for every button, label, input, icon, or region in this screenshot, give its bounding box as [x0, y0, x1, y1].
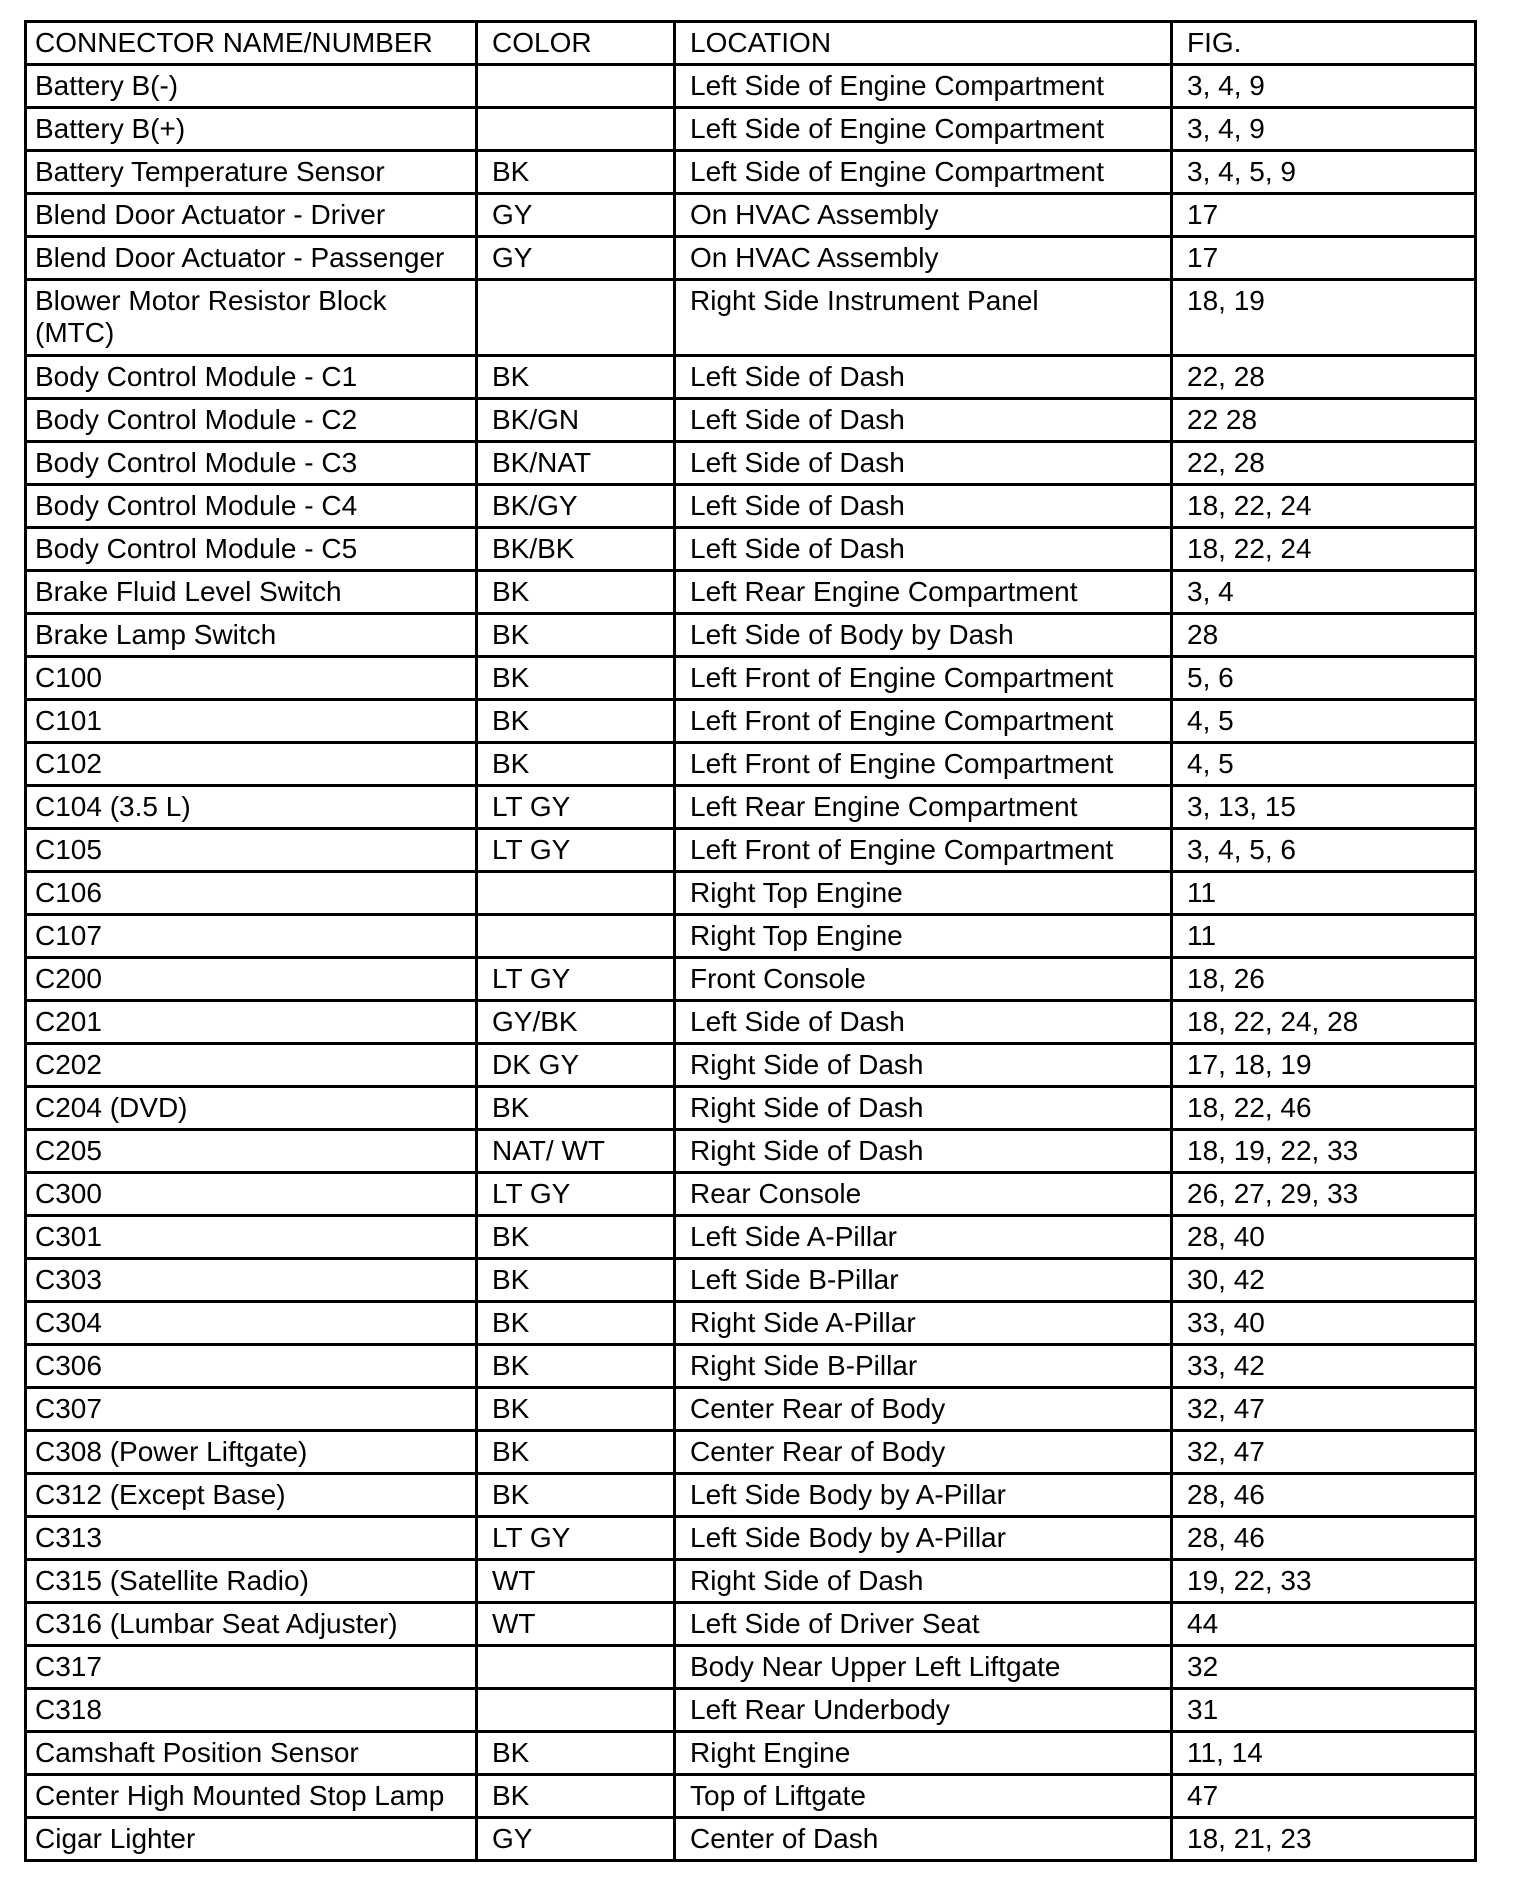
cell-fig: 18, 21, 23	[1172, 1818, 1476, 1861]
table-row	[26, 1603, 1476, 1646]
cell-connector: Body Control Module - C5	[26, 528, 477, 571]
cell-fig: 3, 4, 9	[1172, 108, 1476, 151]
cell-fig: 22 28	[1172, 399, 1476, 442]
cell-location: On HVAC Assembly	[675, 194, 1172, 237]
cell-connector: C105	[26, 829, 477, 872]
cell-fig: 18, 19	[1172, 280, 1476, 356]
cell-color: LT GY	[477, 786, 675, 829]
cell-location: Left Rear Engine Compartment	[675, 571, 1172, 614]
cell-color: GY	[477, 237, 675, 280]
cell-fig: 33, 40	[1172, 1302, 1476, 1345]
cell-fig: 18, 19, 22, 33	[1172, 1130, 1476, 1173]
cell-fig: 28, 40	[1172, 1216, 1476, 1259]
cell-color: BK	[477, 657, 675, 700]
cell-location: Left Side of Engine Compartment	[675, 151, 1172, 194]
cell-color: BK/GN	[477, 399, 675, 442]
cell-connector: Blend Door Actuator - Driver	[26, 194, 477, 237]
cell-connector: C300	[26, 1173, 477, 1216]
cell-location: Left Front of Engine Compartment	[675, 829, 1172, 872]
cell-color	[477, 280, 675, 356]
table-row	[26, 657, 1476, 700]
cell-location: Left Rear Engine Compartment	[675, 786, 1172, 829]
cell-connector: C306	[26, 1345, 477, 1388]
cell-color: GY/BK	[477, 1001, 675, 1044]
cell-color: BK	[477, 1345, 675, 1388]
cell-connector: Brake Fluid Level Switch	[26, 571, 477, 614]
cell-color	[477, 1689, 675, 1732]
cell-color: BK/NAT	[477, 442, 675, 485]
table-row	[26, 65, 1476, 108]
cell-location: Left Side of Body by Dash	[675, 614, 1172, 657]
cell-color: BK	[477, 1431, 675, 1474]
table-row	[26, 1302, 1476, 1345]
cell-location: Center Rear of Body	[675, 1388, 1172, 1431]
cell-color	[477, 872, 675, 915]
cell-connector: C102	[26, 743, 477, 786]
table-row	[26, 151, 1476, 194]
cell-fig: 11	[1172, 872, 1476, 915]
cell-connector: Blend Door Actuator - Passenger	[26, 237, 477, 280]
cell-location: Left Side of Engine Compartment	[675, 65, 1172, 108]
cell-connector: C107	[26, 915, 477, 958]
cell-color: LT GY	[477, 829, 675, 872]
cell-connector: C101	[26, 700, 477, 743]
table-row	[26, 356, 1476, 399]
table-row	[26, 958, 1476, 1001]
cell-color: WT	[477, 1560, 675, 1603]
cell-color: LT GY	[477, 1517, 675, 1560]
cell-connector: Battery B(+)	[26, 108, 477, 151]
table-row	[26, 1001, 1476, 1044]
table-row	[26, 1345, 1476, 1388]
cell-fig: 3, 13, 15	[1172, 786, 1476, 829]
cell-fig: 18, 22, 24	[1172, 528, 1476, 571]
cell-color: BK	[477, 700, 675, 743]
table-body	[26, 65, 1476, 1861]
cell-color	[477, 915, 675, 958]
cell-color: DK GY	[477, 1044, 675, 1087]
cell-color: BK/BK	[477, 528, 675, 571]
cell-location: Right Side B-Pillar	[675, 1345, 1172, 1388]
cell-location: Left Side of Driver Seat	[675, 1603, 1172, 1646]
cell-color: NAT/ WT	[477, 1130, 675, 1173]
cell-location: Center Rear of Body	[675, 1431, 1172, 1474]
table-row	[26, 743, 1476, 786]
cell-color: BK	[477, 614, 675, 657]
cell-fig: 4, 5	[1172, 700, 1476, 743]
cell-color: WT	[477, 1603, 675, 1646]
connector-table	[24, 20, 1477, 1862]
table-row	[26, 442, 1476, 485]
cell-color: BK	[477, 1388, 675, 1431]
cell-connector: Camshaft Position Sensor	[26, 1732, 477, 1775]
cell-connector: Body Control Module - C2	[26, 399, 477, 442]
cell-connector: Blower Motor Resistor Block (MTC)	[26, 280, 477, 356]
cell-connector: C312 (Except Base)	[26, 1474, 477, 1517]
cell-location: Left Side of Dash	[675, 399, 1172, 442]
table-row	[26, 1130, 1476, 1173]
cell-connector: Brake Lamp Switch	[26, 614, 477, 657]
cell-fig: 19, 22, 33	[1172, 1560, 1476, 1603]
cell-connector: C104 (3.5 L)	[26, 786, 477, 829]
cell-location: Right Engine	[675, 1732, 1172, 1775]
cell-color: BK	[477, 1775, 675, 1818]
cell-connector: Body Control Module - C3	[26, 442, 477, 485]
cell-connector: C301	[26, 1216, 477, 1259]
cell-location: Right Top Engine	[675, 872, 1172, 915]
cell-color: BK	[477, 1216, 675, 1259]
cell-connector: C201	[26, 1001, 477, 1044]
table-row	[26, 1732, 1476, 1775]
cell-location: Left Side B-Pillar	[675, 1259, 1172, 1302]
cell-location: Left Side of Dash	[675, 485, 1172, 528]
cell-color: BK	[477, 1474, 675, 1517]
cell-location: Center of Dash	[675, 1818, 1172, 1861]
cell-location: Left Side A-Pillar	[675, 1216, 1172, 1259]
cell-fig: 26, 27, 29, 33	[1172, 1173, 1476, 1216]
header-color: COLOR	[477, 22, 675, 65]
table-row	[26, 1646, 1476, 1689]
cell-connector: C317	[26, 1646, 477, 1689]
cell-connector: Center High Mounted Stop Lamp	[26, 1775, 477, 1818]
cell-location: Right Side Instrument Panel	[675, 280, 1172, 356]
cell-location: Right Side of Dash	[675, 1044, 1172, 1087]
cell-fig: 18, 22, 24	[1172, 485, 1476, 528]
cell-location: Left Side of Dash	[675, 1001, 1172, 1044]
cell-connector: C316 (Lumbar Seat Adjuster)	[26, 1603, 477, 1646]
cell-connector: C200	[26, 958, 477, 1001]
cell-connector: Body Control Module - C4	[26, 485, 477, 528]
cell-location: Left Side Body by A-Pillar	[675, 1517, 1172, 1560]
table-row	[26, 700, 1476, 743]
table-row	[26, 280, 1476, 356]
cell-connector: C202	[26, 1044, 477, 1087]
cell-fig: 18, 22, 46	[1172, 1087, 1476, 1130]
cell-location: On HVAC Assembly	[675, 237, 1172, 280]
table-row	[26, 829, 1476, 872]
cell-connector: C308 (Power Liftgate)	[26, 1431, 477, 1474]
cell-color: GY	[477, 1818, 675, 1861]
cell-color	[477, 108, 675, 151]
cell-color: BK	[477, 1087, 675, 1130]
cell-fig: 17, 18, 19	[1172, 1044, 1476, 1087]
cell-fig: 3, 4, 5, 9	[1172, 151, 1476, 194]
table-row	[26, 1818, 1476, 1861]
cell-color: BK	[477, 151, 675, 194]
cell-fig: 4, 5	[1172, 743, 1476, 786]
cell-location: Left Front of Engine Compartment	[675, 700, 1172, 743]
cell-fig: 3, 4	[1172, 571, 1476, 614]
table-row	[26, 1431, 1476, 1474]
table-row	[26, 1775, 1476, 1818]
cell-fig: 18, 22, 24, 28	[1172, 1001, 1476, 1044]
cell-color: BK	[477, 743, 675, 786]
cell-location: Left Side of Dash	[675, 528, 1172, 571]
table-row	[26, 571, 1476, 614]
cell-color: LT GY	[477, 1173, 675, 1216]
cell-location: Left Side of Dash	[675, 356, 1172, 399]
cell-connector: Body Control Module - C1	[26, 356, 477, 399]
cell-fig: 33, 42	[1172, 1345, 1476, 1388]
cell-fig: 32	[1172, 1646, 1476, 1689]
cell-fig: 18, 26	[1172, 958, 1476, 1001]
table-row	[26, 194, 1476, 237]
cell-fig: 5, 6	[1172, 657, 1476, 700]
cell-location: Left Rear Underbody	[675, 1689, 1172, 1732]
cell-location: Left Front of Engine Compartment	[675, 657, 1172, 700]
header-connector: CONNECTOR NAME/NUMBER	[26, 22, 477, 65]
cell-connector: Cigar Lighter	[26, 1818, 477, 1861]
cell-connector: C318	[26, 1689, 477, 1732]
cell-fig: 11, 14	[1172, 1732, 1476, 1775]
table-row	[26, 786, 1476, 829]
cell-fig: 3, 4, 5, 6	[1172, 829, 1476, 872]
table-row	[26, 1560, 1476, 1603]
cell-connector: C307	[26, 1388, 477, 1431]
cell-location: Left Side of Dash	[675, 442, 1172, 485]
cell-fig: 17	[1172, 237, 1476, 280]
table-row	[26, 399, 1476, 442]
cell-fig: 44	[1172, 1603, 1476, 1646]
cell-location: Right Side of Dash	[675, 1087, 1172, 1130]
cell-connector: C100	[26, 657, 477, 700]
table-row	[26, 1474, 1476, 1517]
cell-fig: 3, 4, 9	[1172, 65, 1476, 108]
cell-color	[477, 1646, 675, 1689]
table-row	[26, 1259, 1476, 1302]
cell-fig: 32, 47	[1172, 1431, 1476, 1474]
table-row	[26, 872, 1476, 915]
cell-color: BK	[477, 1259, 675, 1302]
cell-fig: 28	[1172, 614, 1476, 657]
cell-location: Left Side of Engine Compartment	[675, 108, 1172, 151]
cell-color: BK	[477, 356, 675, 399]
cell-fig: 47	[1172, 1775, 1476, 1818]
header-fig: FIG.	[1172, 22, 1476, 65]
cell-color: GY	[477, 194, 675, 237]
table-row	[26, 528, 1476, 571]
cell-location: Body Near Upper Left Liftgate	[675, 1646, 1172, 1689]
cell-location: Top of Liftgate	[675, 1775, 1172, 1818]
cell-color: BK/GY	[477, 485, 675, 528]
cell-fig: 22, 28	[1172, 442, 1476, 485]
cell-connector: Battery B(-)	[26, 65, 477, 108]
cell-fig: 30, 42	[1172, 1259, 1476, 1302]
table-row	[26, 1689, 1476, 1732]
table-row	[26, 614, 1476, 657]
table-row	[26, 1517, 1476, 1560]
cell-connector: C106	[26, 872, 477, 915]
cell-color: LT GY	[477, 958, 675, 1001]
header-location: LOCATION	[675, 22, 1172, 65]
cell-fig: 31	[1172, 1689, 1476, 1732]
cell-location: Right Top Engine	[675, 915, 1172, 958]
table-row	[26, 1216, 1476, 1259]
cell-location: Rear Console	[675, 1173, 1172, 1216]
cell-location: Right Side of Dash	[675, 1560, 1172, 1603]
cell-fig: 28, 46	[1172, 1474, 1476, 1517]
cell-fig: 28, 46	[1172, 1517, 1476, 1560]
table-row	[26, 1044, 1476, 1087]
table-row	[26, 1087, 1476, 1130]
cell-color: BK	[477, 571, 675, 614]
table-row	[26, 1388, 1476, 1431]
cell-fig: 17	[1172, 194, 1476, 237]
cell-color: BK	[477, 1302, 675, 1345]
cell-connector: C204 (DVD)	[26, 1087, 477, 1130]
table-header-row	[26, 22, 1476, 65]
cell-connector: C313	[26, 1517, 477, 1560]
table-row	[26, 915, 1476, 958]
cell-location: Right Side A-Pillar	[675, 1302, 1172, 1345]
cell-connector: C205	[26, 1130, 477, 1173]
cell-color: BK	[477, 1732, 675, 1775]
cell-color	[477, 65, 675, 108]
cell-location: Left Side Body by A-Pillar	[675, 1474, 1172, 1517]
cell-location: Left Front of Engine Compartment	[675, 743, 1172, 786]
cell-location: Right Side of Dash	[675, 1130, 1172, 1173]
cell-connector: C303	[26, 1259, 477, 1302]
cell-connector: C304	[26, 1302, 477, 1345]
cell-fig: 22, 28	[1172, 356, 1476, 399]
table-row	[26, 1173, 1476, 1216]
cell-connector: C315 (Satellite Radio)	[26, 1560, 477, 1603]
cell-location: Front Console	[675, 958, 1172, 1001]
table-row	[26, 237, 1476, 280]
cell-fig: 32, 47	[1172, 1388, 1476, 1431]
cell-fig: 11	[1172, 915, 1476, 958]
table-row	[26, 485, 1476, 528]
table-row	[26, 108, 1476, 151]
cell-connector: Battery Temperature Sensor	[26, 151, 477, 194]
